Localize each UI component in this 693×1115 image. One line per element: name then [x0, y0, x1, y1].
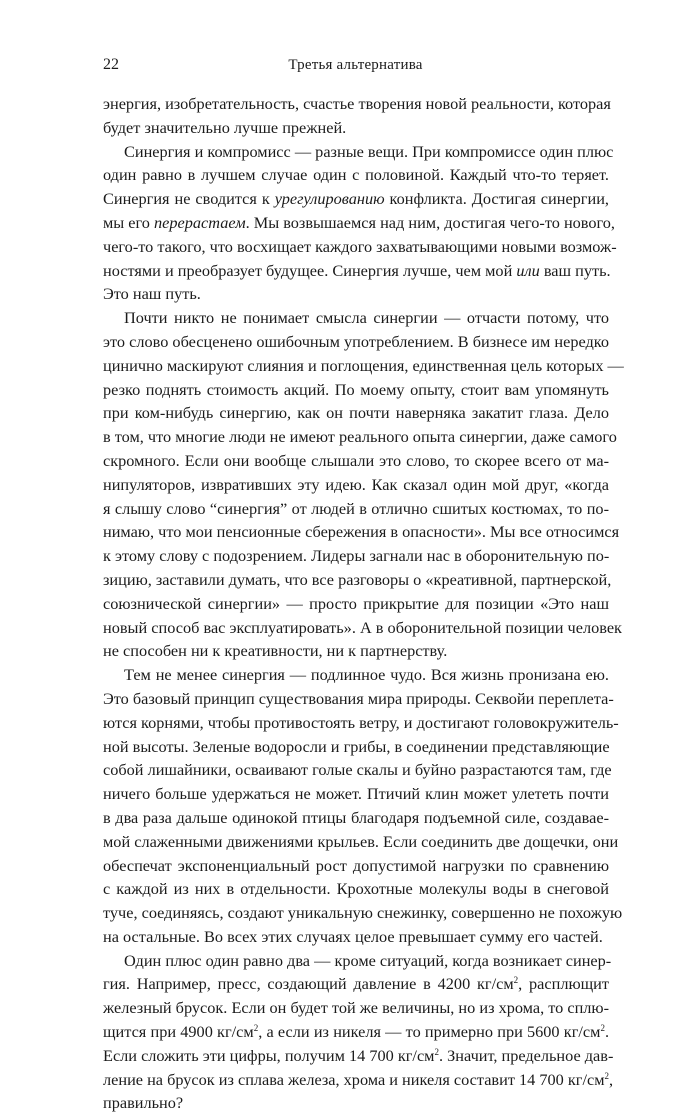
text-line: один равно в лучшем случае один с половиной. Каждый что-то теряет. — [103, 165, 609, 185]
text-line: Это наш путь. — [103, 284, 201, 304]
text-line: чего-то такого, что восхищает каждого захватывающими новыми возмож- — [103, 236, 617, 256]
page-header — [103, 56, 608, 80]
text-line: мы его перерастаем. Мы возвышаемся над ним, достигая чего-то нового, — [103, 212, 615, 232]
text-line: правильно? — [103, 1093, 184, 1113]
paragraph — [103, 92, 609, 140]
text-line: собой лишайники, осваивают голые скалы и буйно разрастаются там, где — [103, 760, 612, 780]
text-line: не способен ни к креативности, ни к партнерству. — [103, 641, 448, 661]
text-line: ной высоты. Зеленые водоросли и грибы, в соединении представляющие — [103, 736, 610, 756]
text-line: к этому слову с подозрением. Лидеры загнали нас в оборонительную по- — [103, 546, 610, 566]
text-line: нипуляторов, извративших эту идею. Как сказал один мой друг, «когда — [103, 474, 609, 494]
text-line: Синергия не сводится к урегулированию конфликта. Достигая синергии, — [103, 189, 609, 209]
text-line: новый способ вас эксплуатировать». А в оборонительной позиции человек — [103, 617, 622, 637]
text-line: нимаю, что мои пенсионные сбережения в опасности». Мы все относимся — [103, 522, 620, 542]
text-line: с каждой из них в отдельности. Крохотные молекулы воды в снеговой — [103, 879, 609, 899]
text-line: скромного. Если они вообще слышали это слово, то скорее всего от ма- — [103, 450, 609, 470]
text-line: при ком-нибудь синергию, как он почти наверняка закатит глаза. Дело — [103, 403, 609, 423]
text-line: железный брусок. Если он будет той же величины, но из хрома, то сплю- — [103, 998, 609, 1018]
text-line: гия. Например, пресс, создающий давление в 4200 $кг/см^2$, расплющит — [103, 974, 610, 994]
text-line: Почти никто не понимает смысла синергии — отчасти потому, что — [124, 308, 609, 328]
paragraph — [103, 306, 624, 663]
text-line: цинично маскируют слияния и поглощения, единственная цель которых — — [103, 355, 624, 375]
text-line: Это базовый принцип существования мира природы. Секвойи переплета- — [103, 688, 614, 708]
text-line: это слово обесценено ошибочным употреблением. В бизнесе им нередко — [103, 331, 609, 351]
text-line: Тем не менее синергия — подлинное чудо. Вся жизнь пронизана ею. — [124, 665, 609, 685]
text-line: в том, что многие люди не имеют реального опыта синергии, даже самого — [103, 427, 617, 447]
text-line: Если сложить эти цифры, получим 14 700 $кг/см^2$. Значит, предельное дав- — [103, 1045, 614, 1065]
text-line: обеспечат экспоненциальный рост допустимой нагрузки по сравнению — [103, 855, 609, 875]
text-line: будет значительно лучше прежней. — [103, 117, 347, 137]
text-line: союзнической синергии» — просто прикрытие для позиции «Это наш — [103, 593, 609, 613]
text-line: ются корнями, чтобы противостоять ветру, и достигают головокружитель- — [103, 712, 619, 732]
text-line: Синергия и компромисс — разные вещи. При компромиссе один плюс — [124, 141, 614, 161]
text-line: ностями и преобразует будущее. Синергия лучше, чем мой или ваш путь. — [103, 260, 611, 280]
page-number: 22 — [103, 56, 119, 73]
text-line: мой слаженными движениями крыльев. Если соединить две дощечки, они — [103, 831, 619, 851]
text-line: в два раза дальше одинокой птицы благодаря подъемной силе, создавае- — [103, 807, 609, 827]
text-line: туче, соединяясь, создают уникальную снежинку, совершенно не похожую — [103, 903, 623, 923]
text-line: на остальные. Во всех этих случаях целое превышает сумму его частей. — [103, 926, 603, 946]
paragraph — [103, 949, 614, 1115]
text-line: щится при 4900 $кг/см^2$, а если из никеля — то примерно при 5600 $кг/см^2$. — [103, 1022, 610, 1042]
text-line: Один плюс один равно два — кроме ситуаций, когда возникает синер- — [124, 950, 612, 970]
text-line: ление на брусок из сплава железа, хрома и никеля составит 14 700 $кг/см^2$, — [103, 1069, 614, 1089]
text-line: ничего больше удержаться не может. Птичий клин может улететь почти — [103, 784, 609, 804]
text-line: энергия, изобретательность, счастье творения новой реальности, которая — [103, 94, 611, 113]
text-line: резко поднять стоимость акций. По моему опыту, стоит вам упомянуть — [103, 379, 609, 399]
running-title: Третья альтернатива — [288, 57, 423, 73]
paragraph — [103, 140, 617, 307]
text-line: зицию, заставили думать, что все разговоры о «креативной, партнерской, — [103, 569, 612, 589]
body-text — [103, 92, 624, 1115]
text-line: я слышу слово “синергия” от людей в отлично сшитых костюмах, то по- — [103, 498, 609, 518]
paragraph — [103, 663, 623, 949]
